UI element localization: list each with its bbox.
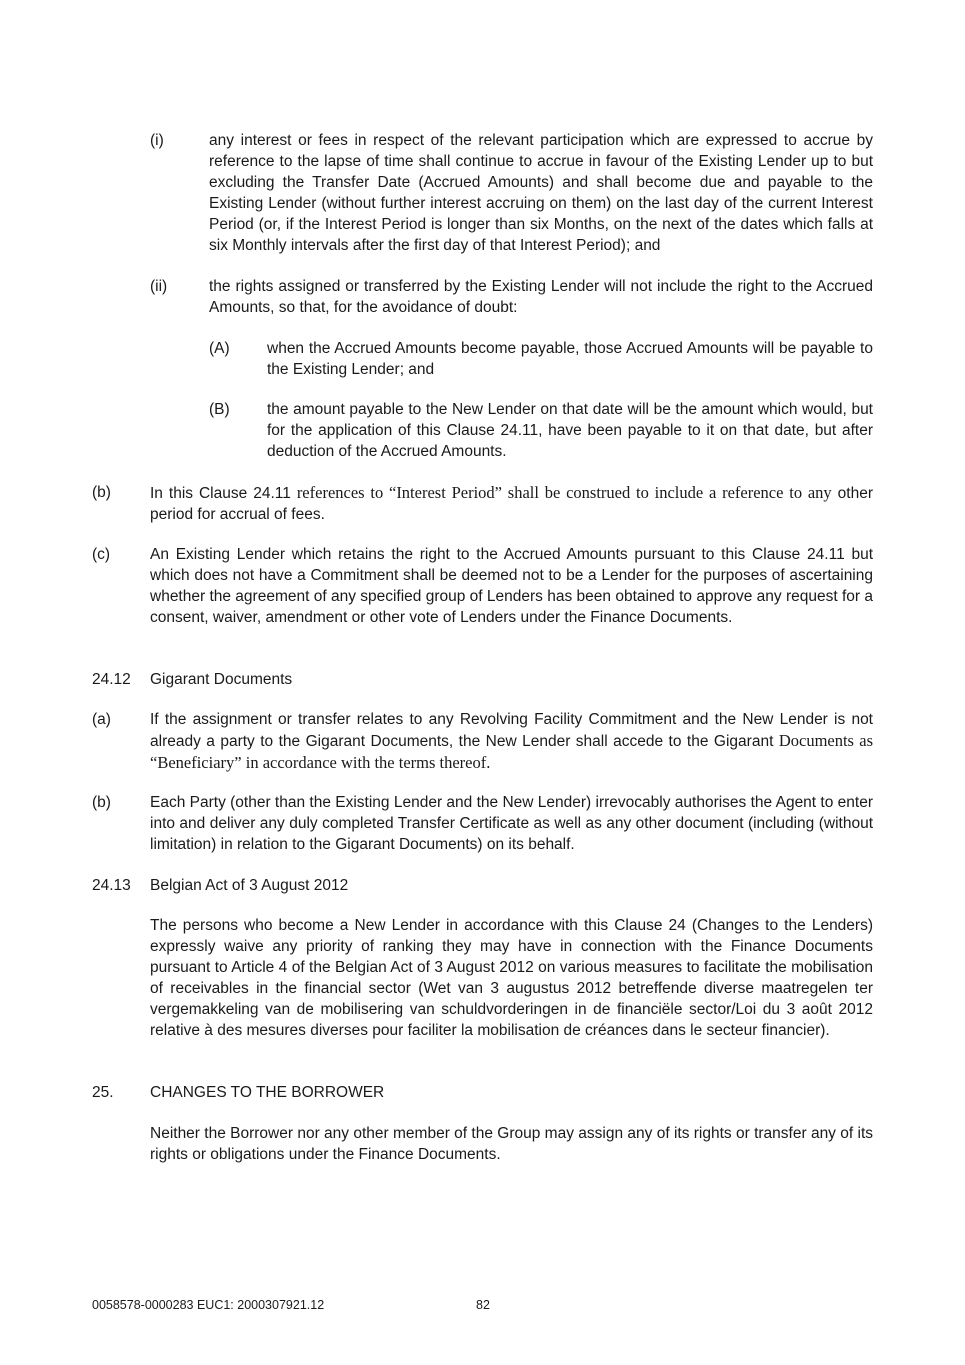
section-number: 25. [92, 1084, 114, 1101]
section-text: Neither the Borrower nor any other member of the Group may assign any of its rights or transfer any of its rights or obligations under the Finance Documents. [150, 1125, 873, 1163]
item-text [150, 482, 873, 525]
section-body-24-13 [150, 915, 873, 1041]
item-number: (i) [150, 132, 164, 149]
clause-item-A [209, 338, 873, 380]
item-text: Each Party (other than the Existing Lender and the New Lender) irrevocably authorises the Agent to enter into and deliver any duly completed Transfer Certificate as well as any other document (including (without limitation) in relation to the Gigarant Documents) on its behalf. [150, 794, 873, 853]
section-heading-25 [92, 1082, 873, 1103]
item-text: the rights assigned or transferred by the Existing Lender will not include the right to the Accrued Amounts, so that, for the avoidance of doubt: [209, 278, 873, 316]
item-text [150, 709, 873, 774]
clause-item-B [209, 399, 873, 462]
clause-item-b-interest-period [92, 482, 873, 525]
section-title: Gigarant Documents [150, 671, 293, 688]
section-text: The persons who become a New Lender in accordance with this Clause 24 (Changes to the Lenders) expressly waive any priority of ranking they may have in connection with the Finance Documents pursuant to Article 4 of the Belgian Act of 3 August 2012 on various measures to facilitate the mobilisation of receivables in the financial sector (Wet van 3 augustus 2012 betreffende diverse maatregelen ter vergemakkeling van de mobilisering van schuldvorderingen in de financiële sector/Loi du 3 août 2012 relative à des mesures diverses pour faciliter la mobilisation de créances dans le secteur financier). [150, 917, 873, 1039]
item-text-part-serif: Documents as “Beneficiary” in accordance with the terms thereof. [150, 731, 873, 772]
item-text-part-serif: references to “Interest Period” shall be construed to include a reference to any [296, 483, 832, 502]
clause-item-b-authorisation [92, 792, 873, 855]
item-text-part: other period for accrual of fees. [150, 485, 873, 523]
item-number: (b) [92, 794, 111, 811]
item-number: (B) [209, 401, 230, 418]
clause-item-a-gigarant [92, 709, 873, 774]
item-text: the amount payable to the New Lender on that date will be the amount which would, but for the application of this Clause 24.11, have been payable to it on that date, but after deduction of the Accrued Amounts. [267, 401, 873, 460]
clause-item-c [92, 544, 873, 628]
section-title: CHANGES TO THE BORROWER [150, 1084, 385, 1101]
section-heading-24-13 [92, 875, 873, 896]
item-text-part: If the assignment or transfer relates to any Revolving Facility Commitment and the New Lender is not already a party to the Gigarant Documents, the New Lender shall accede to the Gigarant [150, 711, 873, 750]
item-text-part: In this Clause 24.11 [150, 485, 297, 502]
item-number: (A) [209, 340, 230, 357]
clause-item-i [150, 130, 873, 256]
section-number: 24.12 [92, 671, 131, 688]
item-text: when the Accrued Amounts become payable, those Accrued Amounts will be payable to the Existing Lender; and [267, 340, 873, 378]
section-body-25 [150, 1123, 873, 1165]
clause-item-ii [150, 276, 873, 318]
item-number: (a) [92, 711, 111, 728]
item-text: An Existing Lender which retains the right to the Accrued Amounts pursuant to this Clause 24.11 but which does not have a Commitment shall be deemed not to be a Lender for the purposes of ascertaining whether the agreement of any specified group of Lenders has been obtained to approve any request for a consent, waiver, amendment or other vote of Lenders under the Finance Documents. [150, 546, 873, 626]
footer-page-number: 82 [476, 1298, 490, 1312]
item-text: any interest or fees in respect of the relevant participation which are expressed to accrue by reference to the lapse of time shall continue to accrue in favour of the Existing Lender up to but excluding the Transfer Date (Accrued Amounts) and shall become due and payable to the Existing Lender (without further interest accruing on them) on the last day of the current Interest Period (or, if the Interest Period is longer than six Months, on the next of the dates which falls at six Monthly intervals after the first day of that Interest Period); and [209, 132, 873, 254]
item-number: (c) [92, 546, 111, 563]
footer-document-reference: 0058578-0000283 EUC1: 2000307921.12 [92, 1298, 325, 1312]
section-title: Belgian Act of 3 August 2012 [150, 877, 349, 894]
item-number: (b) [92, 484, 111, 501]
section-heading-24-12 [92, 669, 873, 690]
item-number: (ii) [150, 278, 168, 295]
section-number: 24.13 [92, 877, 131, 894]
